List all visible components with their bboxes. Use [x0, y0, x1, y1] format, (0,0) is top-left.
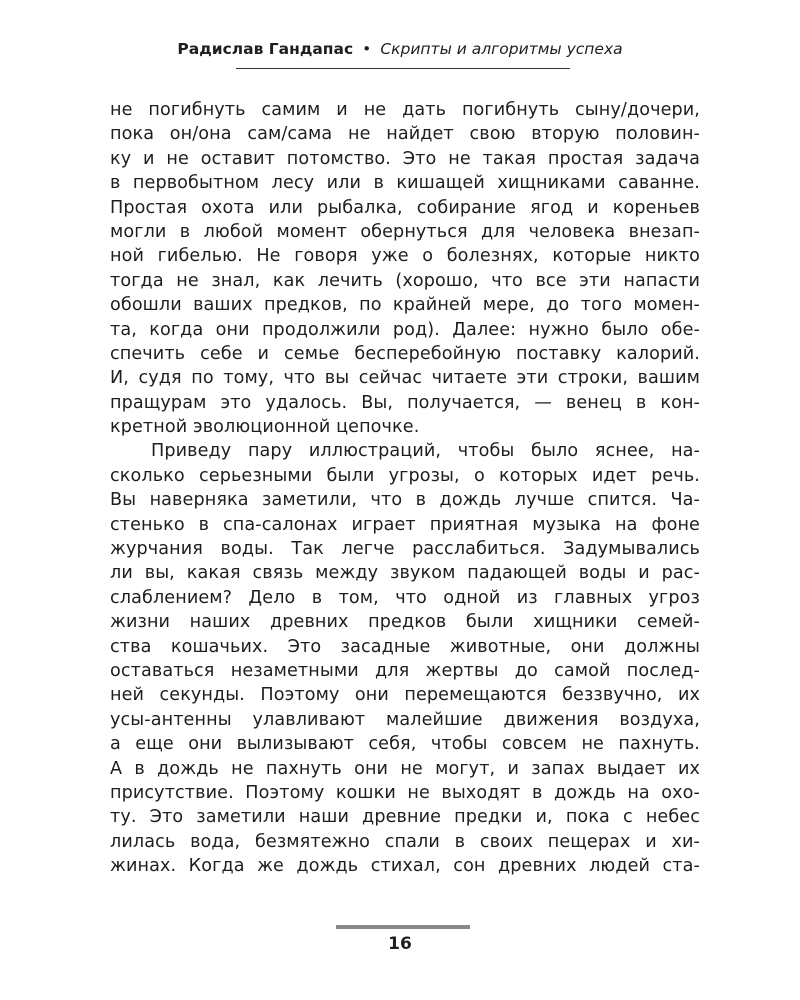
header-separator: • — [362, 40, 372, 58]
text-line: слаблением? Дело в том, что одной из главных угроз — [110, 587, 700, 608]
text-line: усы-антенны улавливают малейшие движения воздуха, — [110, 709, 700, 730]
text-line: не погибнуть самим и не дать погибнуть сыну/дочери, — [110, 100, 700, 120]
text-line: пращурам это удалось. Вы, получается, — венец в кон- — [110, 392, 700, 413]
text-line: журчания воды. Так легче расслабиться. Задумывались — [110, 539, 700, 560]
text-line: Вы наверняка заметили, что в дождь лучше спится. Ча- — [110, 490, 700, 511]
header-divider — [236, 68, 570, 69]
footer-bar — [336, 925, 470, 929]
text-line: ту. Это заметили наши древние предки и, пока с небес — [110, 807, 700, 828]
text-line: И, судя по тому, что вы сейчас читаете эти строки, вашим — [110, 368, 700, 389]
text-line: ства кошачьих. Это засадные животные, они должны — [110, 636, 700, 657]
text-line: оставаться незаметными для жертвы до самой послед- — [110, 660, 700, 681]
paragraph-first-line: Приведу пару иллюстраций, чтобы было яснее, на- — [151, 441, 700, 462]
paragraph-end-line: кретной эволюционной цепочке. — [110, 417, 420, 438]
text-line: ли вы, какая связь между звуком падающей воды и рас- — [110, 563, 700, 584]
text-line: ку и не оставит потомство. Это не такая простая задача — [110, 148, 700, 169]
header-author: Радислав Гандапас — [177, 40, 354, 58]
text-line: Простая охота или рыбалка, собирание ягод и кореньев — [110, 197, 700, 218]
text-line: пока он/она сам/сама не найдет свою вторую половин- — [110, 124, 700, 145]
text-line: спечить себе и семье бесперебойную поставку калорий. — [110, 343, 700, 364]
text-line: А в дождь не пахнуть они не могут, и запах выдает их — [110, 758, 700, 779]
text-line: а еще они вылизывают себя, чтобы совсем не пахнуть. — [110, 734, 700, 755]
text-line: сколько серьезными были угрозы, о которых идет речь. — [110, 465, 700, 486]
text-line: та, когда они продолжили род). Далее: нужно было обе- — [110, 319, 700, 340]
page-number: 16 — [388, 934, 412, 954]
text-line: жизни наших древних предков были хищники семей- — [110, 612, 700, 633]
text-line: могли в любой момент обернуться для человека внезап- — [110, 221, 700, 242]
text-line: в первобытном лесу или в кишащей хищниками саванне. — [110, 173, 700, 194]
text-line: лилась вода, безмятежно спали в своих пещерах и хи- — [110, 831, 700, 852]
running-header — [0, 40, 800, 58]
body-text — [110, 98, 700, 879]
text-line: ней секунды. Поэтому они перемещаются беззвучно, их — [110, 685, 700, 706]
text-line: стенько в спа-салонах играет приятная музыка на фоне — [110, 514, 700, 535]
text-line: присутствие. Поэтому кошки не выходят в дождь на охо- — [110, 782, 700, 803]
text-line: ной гибелью. Не говоря уже о болезнях, которые никто — [110, 246, 700, 267]
text-line: жинах. Когда же дождь стихал, сон древних людей ста- — [110, 856, 700, 877]
header-book-title: Скрипты и алгоритмы успеха — [380, 40, 623, 58]
text-line: тогда не знал, как лечить (хорошо, что все эти напасти — [110, 270, 700, 291]
text-line: обошли ваших предков, по крайней мере, до того момен- — [110, 295, 700, 316]
